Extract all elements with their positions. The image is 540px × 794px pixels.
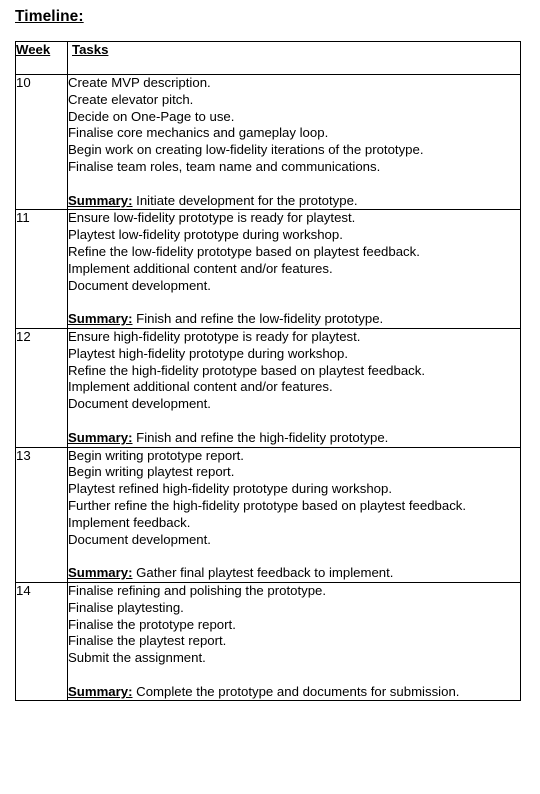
summary-label: Summary: bbox=[68, 683, 133, 699]
summary-line bbox=[68, 430, 520, 447]
task-item: Refine the low-fidelity prototype based on playtest feedback. bbox=[68, 243, 420, 259]
tasks-cell bbox=[68, 582, 521, 701]
table-row bbox=[16, 75, 521, 210]
tasks-column-header: Tasks bbox=[68, 42, 521, 75]
task-item: Document development. bbox=[68, 277, 211, 293]
task-item: Begin writing playtest report. bbox=[68, 464, 235, 480]
task-item: Submit the assignment. bbox=[68, 650, 206, 666]
table-row bbox=[16, 582, 521, 701]
task-item: Begin writing prototype report. bbox=[68, 447, 244, 463]
summary-text: Complete the prototype and documents for submission. bbox=[136, 683, 460, 699]
task-item: Implement feedback. bbox=[68, 514, 191, 530]
summary-label: Summary: bbox=[68, 311, 133, 327]
summary-line bbox=[68, 311, 520, 328]
week-number: 12 bbox=[16, 328, 68, 447]
task-item: Finalise the playtest report. bbox=[68, 633, 227, 649]
summary-line bbox=[68, 684, 520, 701]
table-header-row bbox=[16, 42, 521, 75]
week-number: 10 bbox=[16, 75, 68, 210]
week-number: 11 bbox=[16, 210, 68, 329]
task-item: Ensure low-fidelity prototype is ready for playtest. bbox=[68, 210, 356, 226]
summary-text: Finish and refine the low-fidelity prototype. bbox=[136, 311, 384, 327]
summary-label: Summary: bbox=[68, 565, 133, 581]
task-item: Begin work on creating low-fidelity iterations of the prototype. bbox=[68, 142, 424, 158]
task-item: Refine the high-fidelity prototype based on playtest feedback. bbox=[68, 362, 426, 378]
task-item: Document development. bbox=[68, 531, 211, 547]
timeline-table bbox=[15, 41, 521, 701]
summary-text: Finish and refine the high-fidelity prototype. bbox=[136, 429, 389, 445]
task-item: Playtest refined high-fidelity prototype during workshop. bbox=[68, 481, 393, 497]
summary-line bbox=[68, 565, 520, 582]
page-title: Timeline: bbox=[15, 8, 84, 25]
table-row bbox=[16, 447, 521, 582]
summary-text: Gather final playtest feedback to implement. bbox=[136, 565, 394, 581]
task-item: Finalise the prototype report. bbox=[68, 616, 236, 632]
task-item: Finalise playtesting. bbox=[68, 599, 184, 615]
summary-label: Summary: bbox=[68, 192, 133, 208]
table-row bbox=[16, 328, 521, 447]
task-item: Create MVP description. bbox=[68, 75, 211, 90]
summary-label: Summary: bbox=[68, 429, 133, 445]
summary-line bbox=[68, 193, 520, 210]
tasks-cell bbox=[68, 210, 521, 329]
task-item: Implement additional content and/or features. bbox=[68, 260, 333, 276]
task-item: Further refine the high-fidelity prototype based on playtest feedback. bbox=[68, 497, 467, 513]
task-item: Decide on One-Page to use. bbox=[68, 108, 235, 124]
task-item: Finalise team roles, team name and communications. bbox=[68, 158, 381, 174]
task-item: Document development. bbox=[68, 396, 211, 412]
task-item: Playtest low-fidelity prototype during workshop. bbox=[68, 227, 343, 243]
week-number: 13 bbox=[16, 447, 68, 582]
table-row bbox=[16, 210, 521, 329]
task-item: Playtest high-fidelity prototype during workshop. bbox=[68, 345, 349, 361]
week-column-header: Week bbox=[16, 42, 68, 75]
tasks-cell bbox=[68, 75, 521, 210]
task-item: Create elevator pitch. bbox=[68, 91, 194, 107]
task-item: Ensure high-fidelity prototype is ready for playtest. bbox=[68, 328, 361, 344]
tasks-cell bbox=[68, 328, 521, 447]
tasks-cell bbox=[68, 447, 521, 582]
task-item: Finalise refining and polishing the prototype. bbox=[68, 582, 327, 598]
task-item: Finalise core mechanics and gameplay loop. bbox=[68, 125, 329, 141]
week-number: 14 bbox=[16, 582, 68, 701]
summary-text: Initiate development for the prototype. bbox=[136, 192, 358, 208]
task-item: Implement additional content and/or features. bbox=[68, 379, 333, 395]
